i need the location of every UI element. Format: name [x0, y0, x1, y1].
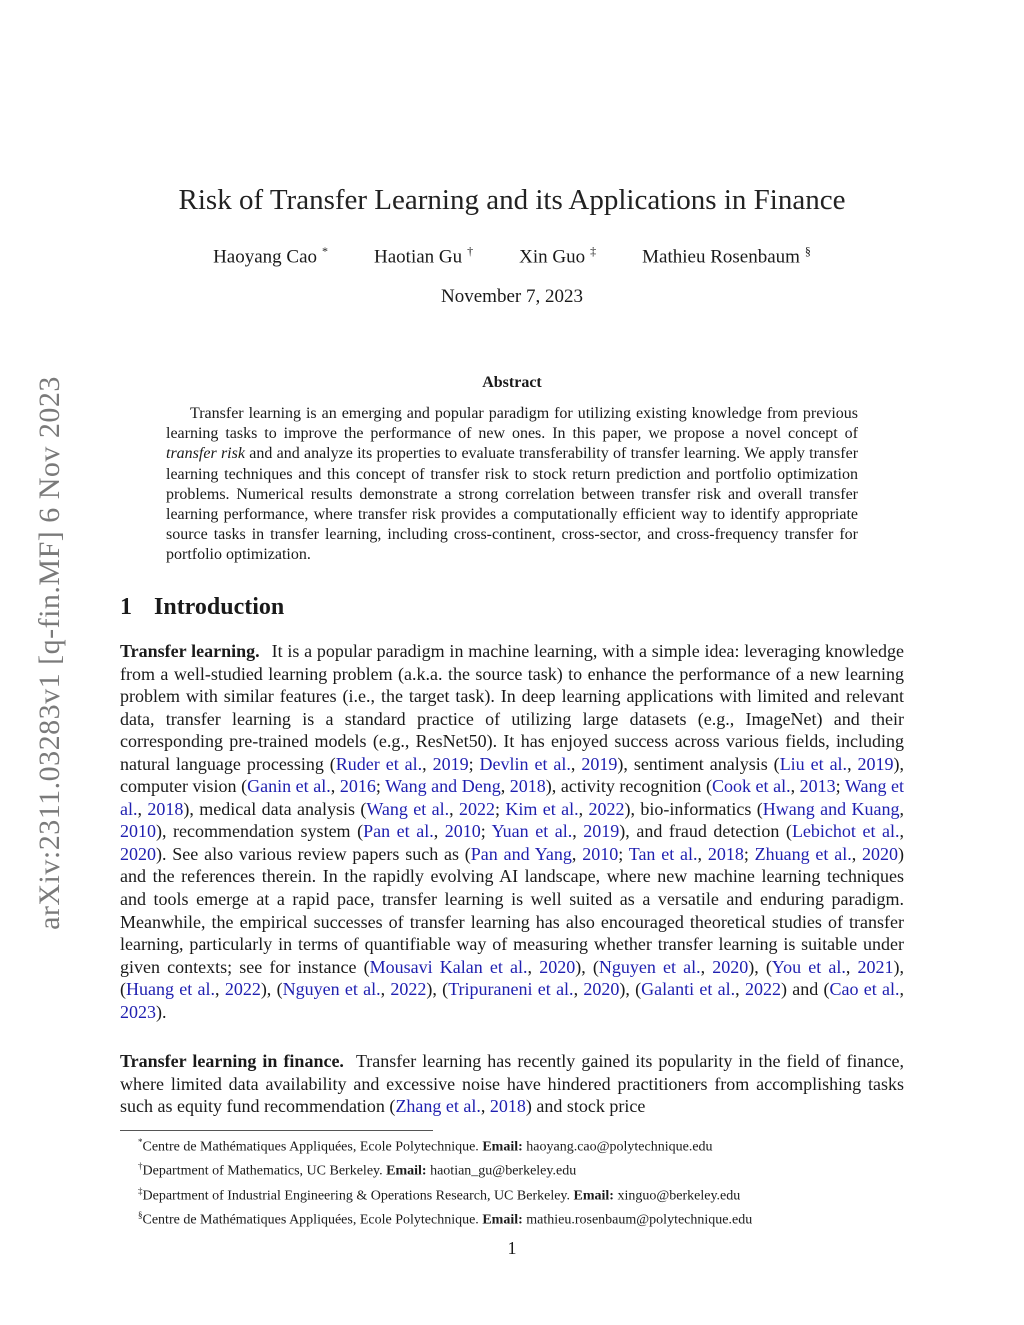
text: ) and ( — [780, 979, 830, 1000]
author-name: Haotian Gu — [374, 246, 463, 268]
citation-year-link[interactable]: 2019 — [857, 753, 894, 774]
footnotes — [120, 1133, 904, 1230]
citation-year-link[interactable]: 2010 — [120, 821, 156, 842]
text: It is a popular paradigm in machine learning, with a simple idea: leveraging knowledge from a well-studied learning problem (a.k.a. the source task) to enhance the performance of a new learning problem with similar features (i.e., the target task). In deep learning applications with limited and relevant data, transfer learning is a standard practice of utilizing large datasets (e.g., ImageNet) and their corresponding pre-trained models (e.g., ResNet50). It has enjoyed success across various fields, including natural language processing ( — [120, 641, 904, 774]
footnote-email: xinguo@berkeley.edu — [617, 1188, 741, 1204]
citation-year-link[interactable]: 2020 — [583, 979, 620, 1000]
citation-link[interactable]: Nguyen et al. — [282, 979, 381, 1000]
text: ), sentiment analysis ( — [617, 753, 780, 774]
citation-link[interactable]: Devlin et al. — [479, 753, 571, 774]
citation-link[interactable]: Zhang et al. — [395, 1096, 481, 1117]
footnote-email-label: Email: — [482, 1139, 523, 1155]
abstract-part: and and analyze its properties to evaluate transferability of transfer learning. We apply transfer learning techniques and this concept of transfer risk to stock return prediction and portfolio optimization problems. Numerical results demonstrate a strong correlation between transfer risk and overall transfer learning performance, where transfer risk provides a computationally efficient way to identify appropriate source tasks in transfer learning, including cross-continent, cross-sector, and cross-frequency transfer for portfolio optimization. — [166, 445, 859, 564]
footnote-email-label: Email: — [386, 1163, 427, 1179]
runin-heading: Transfer learning. — [120, 641, 260, 661]
footnote — [120, 1206, 904, 1230]
citation-link[interactable]: Kim et al. — [505, 798, 579, 819]
author — [213, 244, 328, 268]
footnote-text: Department of Mathematics, UC Berkeley. — [142, 1163, 383, 1179]
citation-year-link[interactable]: 2016 — [339, 776, 376, 797]
arxiv-id-text: arXiv:2311.03283v1 [q-fin.MF] 6 Nov 2023 — [33, 375, 67, 930]
citation-link[interactable]: Wang and Deng — [385, 776, 501, 797]
citation-year-link[interactable]: 2010 — [582, 843, 619, 864]
citation-year-link[interactable]: 2022 — [224, 979, 261, 1000]
citation-year-link[interactable]: 2022 — [588, 798, 625, 819]
citation-year-link[interactable]: 2010 — [444, 821, 481, 842]
section-title: Introduction — [154, 594, 285, 620]
footnote-text: Centre de Mathématiques Appliquées, Ecole Polytechnique. — [142, 1139, 479, 1155]
page-number: 1 — [507, 1238, 517, 1258]
author-mark: * — [322, 244, 329, 258]
text: ), medical data analysis ( — [183, 798, 367, 819]
arxiv-identifier — [30, 345, 70, 960]
footnote-mark: ‡ — [138, 1185, 143, 1196]
citation-link[interactable]: Tan et al. — [628, 843, 698, 864]
citation-link[interactable]: Zhuang et al. — [754, 843, 852, 864]
author-name: Mathieu Rosenbaum — [642, 246, 800, 268]
text: ), bio-informatics ( — [624, 798, 763, 819]
section-heading — [120, 594, 284, 621]
author — [374, 244, 473, 268]
citation-link[interactable]: Cao et al. — [829, 979, 900, 1000]
author-list — [0, 244, 1024, 268]
footnote — [120, 1157, 904, 1181]
citation-link[interactable]: Wang et al. — [366, 798, 450, 819]
citation-year-link[interactable]: 2023 — [120, 1001, 156, 1022]
citation-link[interactable]: Pan et al. — [363, 821, 434, 842]
runin-heading: Transfer learning in finance. — [120, 1051, 344, 1071]
text: ), and fraud detection ( — [619, 821, 792, 842]
author-name: Xin Guo — [519, 246, 586, 268]
footnote-email-label: Email: — [482, 1212, 523, 1228]
author-name: Haoyang Cao — [213, 246, 318, 268]
citation-link[interactable]: Ruder et al. — [335, 753, 423, 774]
citation-link[interactable]: Tripuraneni et al. — [448, 979, 574, 1000]
text: ). — [156, 1001, 167, 1022]
citation-year-link[interactable]: 2018 — [509, 776, 546, 797]
text: Transfer learning has recently gained its popularity in the field of finance, where limited data availability and excessive noise have hindered practitioners from accomplishing tasks such as equity fund recommendation ( — [120, 1051, 904, 1117]
author-mark: † — [467, 244, 474, 258]
text: ). See also various review papers such as ( — [156, 843, 471, 864]
citation-link[interactable]: Huang et al. — [126, 979, 216, 1000]
footnote-email-label: Email: — [573, 1188, 614, 1204]
footnote-email: mathieu.rosenbaum@polytechnique.edu — [526, 1212, 753, 1228]
citation-year-link[interactable]: 2018 — [147, 798, 184, 819]
footnote-mark: * — [138, 1137, 143, 1147]
text: ), activity recognition ( — [545, 776, 712, 797]
citation-link[interactable]: Pan and Yang — [470, 843, 572, 864]
citation-year-link[interactable]: 2019 — [583, 821, 620, 842]
citation-link[interactable]: Mousavi Kalan et al. — [369, 956, 528, 977]
author-mark: § — [804, 244, 811, 258]
citation-link[interactable]: You et al. — [771, 956, 846, 977]
text: ), computer vision ( — [120, 753, 905, 797]
citation-link[interactable]: Nguyen et al. — [598, 956, 701, 977]
citation-year-link[interactable]: 2013 — [799, 776, 836, 797]
text: ) and the references therein. In the rapidly evolving AI landscape, where new machine learning techniques and tools emerge at a rapid pace, transfer learning is well suited as a versatile and enduring paradigm. Meanwhile, the empirical successes of transfer learning has also encouraged theoretical studies of transfer learning, particularly in terms of quantifiable way of measuring whether transfer learning is suitable under given contexts; see for instance ( — [120, 843, 905, 977]
citation-link[interactable]: Liu et al. — [779, 753, 848, 774]
citation-link[interactable]: Yuan et al. — [491, 821, 573, 842]
footnote — [120, 1182, 904, 1206]
citation-year-link[interactable]: 2022 — [744, 979, 781, 1000]
paragraph-transfer-learning-finance: Transfer learning in finance. Transfer learning has recently gained its popularity in the field of finance, where limited data availability and excessive noise have hindered practitioners from accomplishing tasks such as equity fund recommendation (Zhang et al., 2018) and stock price — [120, 1051, 904, 1117]
author-mark: ‡ — [590, 244, 597, 258]
text: ) and stock price — [525, 1096, 646, 1117]
citation-link[interactable]: Ganin et al. — [247, 776, 331, 797]
citation-year-link[interactable]: 2019 — [581, 753, 618, 774]
abstract-text — [166, 404, 858, 566]
citation-link[interactable]: Lebichot et al. — [791, 821, 900, 842]
citation-year-link[interactable]: 2020 — [712, 956, 749, 977]
citation-link[interactable]: Hwang and Kuang — [762, 798, 900, 819]
footnote-rule — [120, 1130, 433, 1131]
author — [519, 244, 596, 268]
footnote — [120, 1133, 904, 1157]
abstract-emphasis: transfer risk — [166, 445, 245, 463]
footnote-text: Centre de Mathématiques Appliquées, Ecole Polytechnique. — [142, 1212, 479, 1228]
citation-link[interactable]: Cook et al. — [711, 776, 791, 797]
citation-year-link[interactable]: 2020 — [120, 843, 156, 864]
section-number: 1 — [120, 594, 132, 620]
citation-year-link[interactable]: 2019 — [432, 753, 469, 774]
footnote-email: haoyang.cao@polytechnique.edu — [526, 1139, 713, 1155]
footnote-email: haotian_gu@berkeley.edu — [430, 1163, 577, 1179]
citation-link[interactable]: Galanti et al. — [641, 979, 736, 1000]
abstract-part: Transfer learning is an emerging and popular paradigm for utilizing existing knowledge from previous learning tasks to improve the performance of new ones. In this paper, we propose a novel concept of — [166, 405, 858, 443]
citation-year-link[interactable]: 2021 — [857, 956, 894, 977]
paragraph-transfer-learning: Transfer learning. It is a popular paradigm in machine learning, with a simple idea: leveraging knowledge from a well-studied learning problem (a.k.a. the source task) to enhance the performance of a new learning problem with similar features (i.e., the target task). In deep learning applications with limited and relevant data, transfer learning is a standard practice of utilizing large datasets (e.g., ImageNet) and their corresponding pre-trained models (e.g., ResNet50). It has enjoyed success across various fields, including natural language processing (Ruder et al., 2019; Devlin et al., 2019), sentiment analysis (Liu et al., 2019), computer vision (Ganin et al., 2016; Wang and Deng, 2018), activity recognition (Cook et al., 2013; Wang et al., 2018), medical data analysis (Wang et al., 2022; Kim et al., 2022), bio-informatics (Hwang and Kuang, 2010), recommendation system (Pan et al., 2010; Yuan et al., 2019), and fraud detection (Lebichot et al., 2020). See also various review papers such as (Pan and Yang, 2010; Tan et al., 2018; Zhuang et al., 2020) and the references therein. In the rapidly evolving AI landscape, where new machine learning techniques and tools emerge at a rapid pace, transfer learning is well suited as a versatile and enduring paradigm. Meanwhile, the empirical successes of transfer learning has also encouraged theoretical studies of transfer learning, particularly in terms of quantifiable way of measuring whether transfer learning is suitable under given contexts; see for instance (Mousavi Kalan et al., 2020), (Nguyen et al., 2020), (You et al., 2021), (Huang et al., 2022), (Nguyen et al., 2022), (Tripuraneni et al., 2020), (Galanti et al., 2022) and (Cao et al., 2023). — [120, 641, 905, 1022]
footnote-text: Department of Industrial Engineering & Operations Research, UC Berkeley. — [142, 1188, 571, 1204]
abstract-heading: Abstract — [482, 374, 542, 391]
footnote-mark: † — [138, 1161, 143, 1172]
citation-year-link[interactable]: 2018 — [707, 843, 744, 864]
citation-year-link[interactable]: 2018 — [489, 1096, 526, 1117]
citation-year-link[interactable]: 2022 — [390, 979, 427, 1000]
citation-link[interactable]: Wang et al. — [120, 776, 905, 819]
author — [642, 244, 811, 268]
text: ), recommendation system ( — [156, 821, 364, 842]
citation-year-link[interactable]: 2020 — [862, 843, 899, 864]
paper-title: Risk of Transfer Learning and its Applications in Finance — [178, 184, 846, 216]
citation-year-link[interactable]: 2022 — [459, 798, 496, 819]
paper-date: November 7, 2023 — [441, 286, 583, 307]
citation-year-link[interactable]: 2020 — [539, 956, 576, 977]
footnote-mark: § — [138, 1209, 143, 1220]
